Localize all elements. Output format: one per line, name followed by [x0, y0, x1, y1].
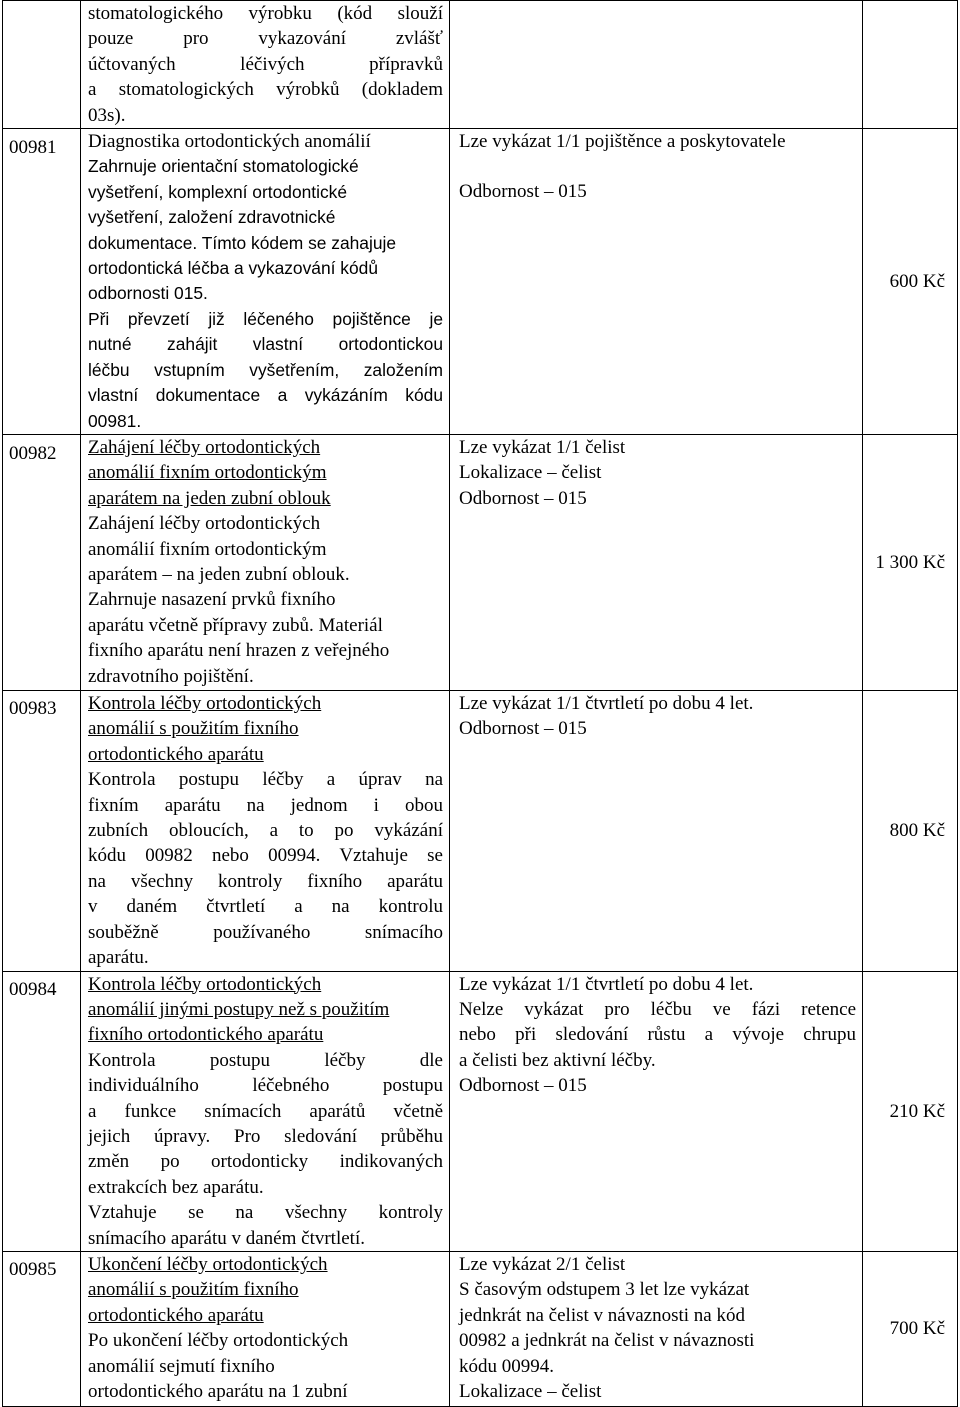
code-title: Zahájení léčby ortodontických — [88, 437, 321, 459]
code-cell: 00984 — [3, 971, 81, 1251]
description-cell: Kontrola léčby ortodontických anomálií jinými postupy než s použitím fixního ortodontického aparátu Kontrola postupu léčby dle individuálního léčebného postupu a funkce snímacích aparátů včetně jejich úpravy. Pro sledování průběhu změn po ortodonticky indikovaných extrakcích bez aparátu. Vztahuje se na všechny kontroly snímacího aparátu v daném čtvrtletí. — [81, 971, 450, 1251]
price-cell — [863, 1, 958, 129]
code-title: anomálií fixním ortodontickým — [88, 462, 327, 484]
code-title: fixního ortodontického aparátu — [88, 1024, 324, 1046]
ortodontic-codes-table — [2, 0, 958, 1407]
code-title: anomálií jinými postupy než s použitím — [88, 998, 390, 1020]
table-row — [3, 1, 958, 129]
price-cell: 210 Kč — [863, 971, 958, 1251]
code-title: Diagnostika ortodontických anomálií — [88, 131, 371, 153]
description-cell: Zahájení léčby ortodontických anomálií fixním ortodontickým aparátem na jeden zubní oblouk Zahájení léčby ortodontických anomálií fixním ortodontickým aparátem – na jeden zubní oblouk. Zahrnuje nasazení prvků fixního aparátu včetně přípravy zubů. Materiál fixního aparátu není hrazen z veřejného zdravotního pojištění. — [81, 435, 450, 691]
table-row — [3, 1251, 958, 1406]
code-title: aparátem na jeden zubní oblouk — [88, 487, 331, 509]
price-cell: 700 Kč — [863, 1251, 958, 1406]
price-cell: 1 300 Kč — [863, 435, 958, 691]
code-title: ortodontického aparátu — [88, 743, 264, 765]
conditions-cell: Lze vykázat 2/1 čelist S časovým odstupem 3 let lze vykázat jednkrát na čelist v návaznosti na kód 00982 a jednkrát na čelist v návaznosti kódu 00994. Lokalizace – čelist — [450, 1251, 863, 1406]
price-cell: 600 Kč — [863, 129, 958, 435]
table-row — [3, 691, 958, 971]
code-cell — [3, 1, 81, 129]
table-row — [3, 971, 958, 1251]
code-title: ortodontického aparátu — [88, 1304, 264, 1326]
conditions-cell: Lze vykázat 1/1 čelist Lokalizace – čelist Odbornost – 015 — [450, 435, 863, 691]
code-cell: 00982 — [3, 435, 81, 691]
code-title: anomálií s použitím fixního — [88, 718, 299, 740]
conditions-cell — [450, 1, 863, 129]
description-cell: stomatologického výrobku (kód slouží pouze pro vykazování zvlášť účtovaných léčivých přípravků a stomatologických výrobků (dokladem 03s). — [81, 1, 450, 129]
conditions-cell: Lze vykázat 1/1 čtvrtletí po dobu 4 let. Nelze vykázat pro léčbu ve fázi retence nebo při sledování růstu a vývoje chrupu a čelisti bez aktivní léčby. Odbornost – 015 — [450, 971, 863, 1251]
conditions-cell: Lze vykázat 1/1 pojištěnce a poskytovatele Odbornost – 015 — [450, 129, 863, 435]
description-cell: Kontrola léčby ortodontických anomálií s použitím fixního ortodontického aparátu Kontrola postupu léčby a úprav na fixním aparátu na jednom i obou zubních obloucích, a to po vykázání kódu 00982 nebo 00994. Vztahuje se na všechny kontroly fixního aparátu v daném čtvrtletí a na kontrolu souběžně používaného snímacího aparátu. — [81, 691, 450, 971]
conditions-cell: Lze vykázat 1/1 čtvrtletí po dobu 4 let. Odbornost – 015 — [450, 691, 863, 971]
description-cell: Diagnostika ortodontických anomálií Zahrnuje orientační stomatologické vyšetření, komplexní ortodontické vyšetření, založení zdravotnické dokumentace. Tímto kódem se zahajuje ortodontická léčba a vykazování kódů odbornosti 015. Při převzetí již léčeného pojištěnce je nutné zahájit vlastní ortodontickou léčbu vstupním vyšetřením, založením vlastní dokumentace a vykázáním kódu 00981. — [81, 129, 450, 435]
code-cell: 00983 — [3, 691, 81, 971]
description-cell: Ukončení léčby ortodontických anomálií s použitím fixního ortodontického aparátu Po ukončení léčby ortodontických anomálií sejmutí fixního ortodontického aparátu na 1 zubní — [81, 1251, 450, 1406]
code-title: anomálií s použitím fixního — [88, 1279, 299, 1301]
code-title: Kontrola léčby ortodontických — [88, 693, 322, 715]
table-row — [3, 435, 958, 691]
price-cell: 800 Kč — [863, 691, 958, 971]
code-cell: 00981 — [3, 129, 81, 435]
code-title: Kontrola léčby ortodontických — [88, 973, 322, 995]
code-title: Ukončení léčby ortodontických — [88, 1253, 328, 1275]
code-cell: 00985 — [3, 1251, 81, 1406]
table-row — [3, 129, 958, 435]
